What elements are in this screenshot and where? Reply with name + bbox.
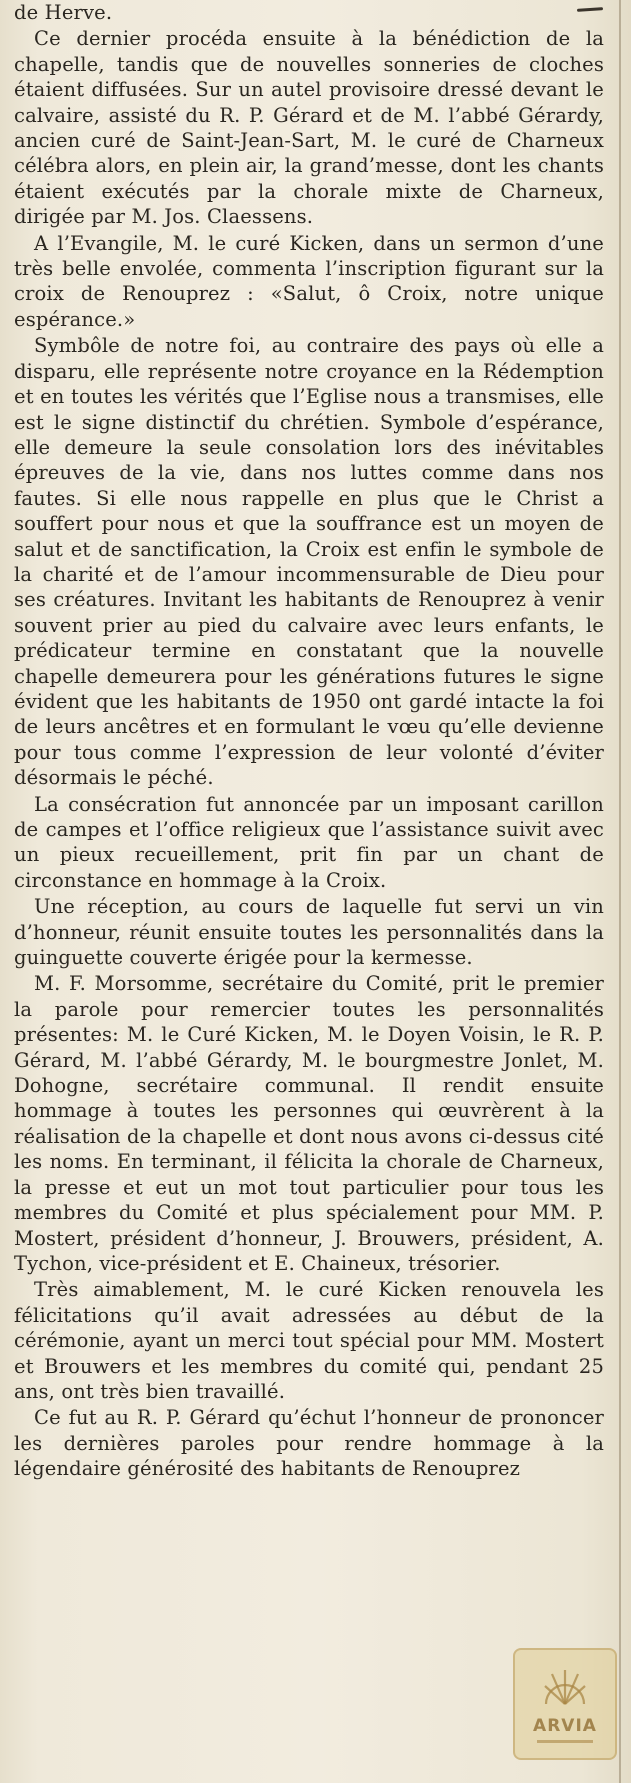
archive-stamp	[513, 1648, 617, 1760]
article-body	[14, 0, 604, 1483]
stamp-label: ARVIA	[533, 1716, 597, 1736]
paragraph-1: Ce dernier procéda ensuite à la bénédiction de la chapelle, tandis que de nouvelles sonneries de cloches étaient diffusées. Sur un autel provisoire dressé devant le calvaire, assisté du R. P. Gérard et de M. l’abbé Gérardy, ancien curé de Saint-Jean-Sart, M. le curé de Charneux célébra alors, en plein air, la grand’messe, dont les chants étaient exécutés par la chorale mixte de Charneux, dirigée par M. Jos. Claessens.	[14, 27, 604, 229]
paragraph-6: M. F. Morsomme, secrétaire du Comité, prit le premier la parole pour remercier toutes les personnalités présentes: M. le Curé Kicken, M. le Doyen Voisin, le R. P. Gérard, M. l’abbé Gérardy, M. le bourgmestre Jonlet, M. Dohogne, secrétaire communal. Il rendit ensuite hommage à toutes les personnes qui œuvrèrent à la réalisation de la chapelle et dont nous avons ci-dessus cité les noms. En terminant, il félicita la chorale de Charneux, la presse et eut un mot tout particulier pour tous les membres du Comité et plus spécialement pour MM. P. Mostert, président d’honneur, J. Brouwers, président, A. Tychon, vice-président et E. Chaineux, trésorier.	[14, 972, 604, 1275]
paragraph-2: A l’Evangile, M. le curé Kicken, dans un sermon d’une très belle envolée, commenta l’inscription figurant sur la croix de Renouprez : «Salut, ô Croix, notre unique espérance.»	[14, 231, 604, 331]
paragraph-4: La consécration fut annoncée par un imposant carillon de campes et l’office religieux que l’assistance suivit avec un pieux recueillement, prit fin par un chant de circonstance en hommage à la Croix.	[14, 792, 604, 892]
sun-logo-icon	[542, 1664, 588, 1710]
column-rule	[619, 0, 621, 1783]
stamp-underline	[537, 1740, 593, 1743]
paragraph-8: Ce fut au R. P. Gérard qu’échut l’honneur de prononcer les dernières paroles pour rendre hommage à la légendaire générosité des habitants de Renouprez	[14, 1406, 604, 1481]
paragraph-0: de Herve.	[14, 1, 113, 24]
paragraph-7: Très aimablement, M. le curé Kicken renouvela les félicitations qu’il avait adressées au début de la cérémonie, ayant un merci tout spécial pour MM. Mostert et Brouwers et les membres du comité qui, pendant 25 ans, ont très bien travaillé.	[14, 1278, 604, 1403]
paragraph-5: Une réception, au cours de laquelle fut servi un vin d’honneur, réunit ensuite toutes les personnalités dans la guinguette couverte érigée pour la kermesse.	[14, 895, 604, 970]
paragraph-3: Symbôle de notre foi, au contraire des pays où elle a disparu, elle représente notre croyance en la Rédemption et en toutes les vérités que l’Eglise nous a transmises, elle est le signe distinctif du chrétien. Symbole d’espérance, elle demeure la seule consolation lors des inévitables épreuves de la vie, dans nos luttes comme dans nos fautes. Si elle nous rappelle en plus que le Christ a souffert pour nous et que la souffrance est un moyen de salut et de sanctification, la Croix est enfin le symbole de la charité et de l’amour incommensurable de Dieu pour ses créatures. Invitant les habitants de Renouprez à venir souvent prier au pied du calvaire avec leurs enfants, le prédicateur termine en constatant que la nouvelle chapelle demeurera pour les générations futures le signe évident que les habitants de 1950 ont gardé intacte la foi de leurs ancêtres et en formulant le vœu qu’elle devienne pour tous comme l’expression de leur volonté d’éviter désormais le péché.	[14, 334, 604, 790]
